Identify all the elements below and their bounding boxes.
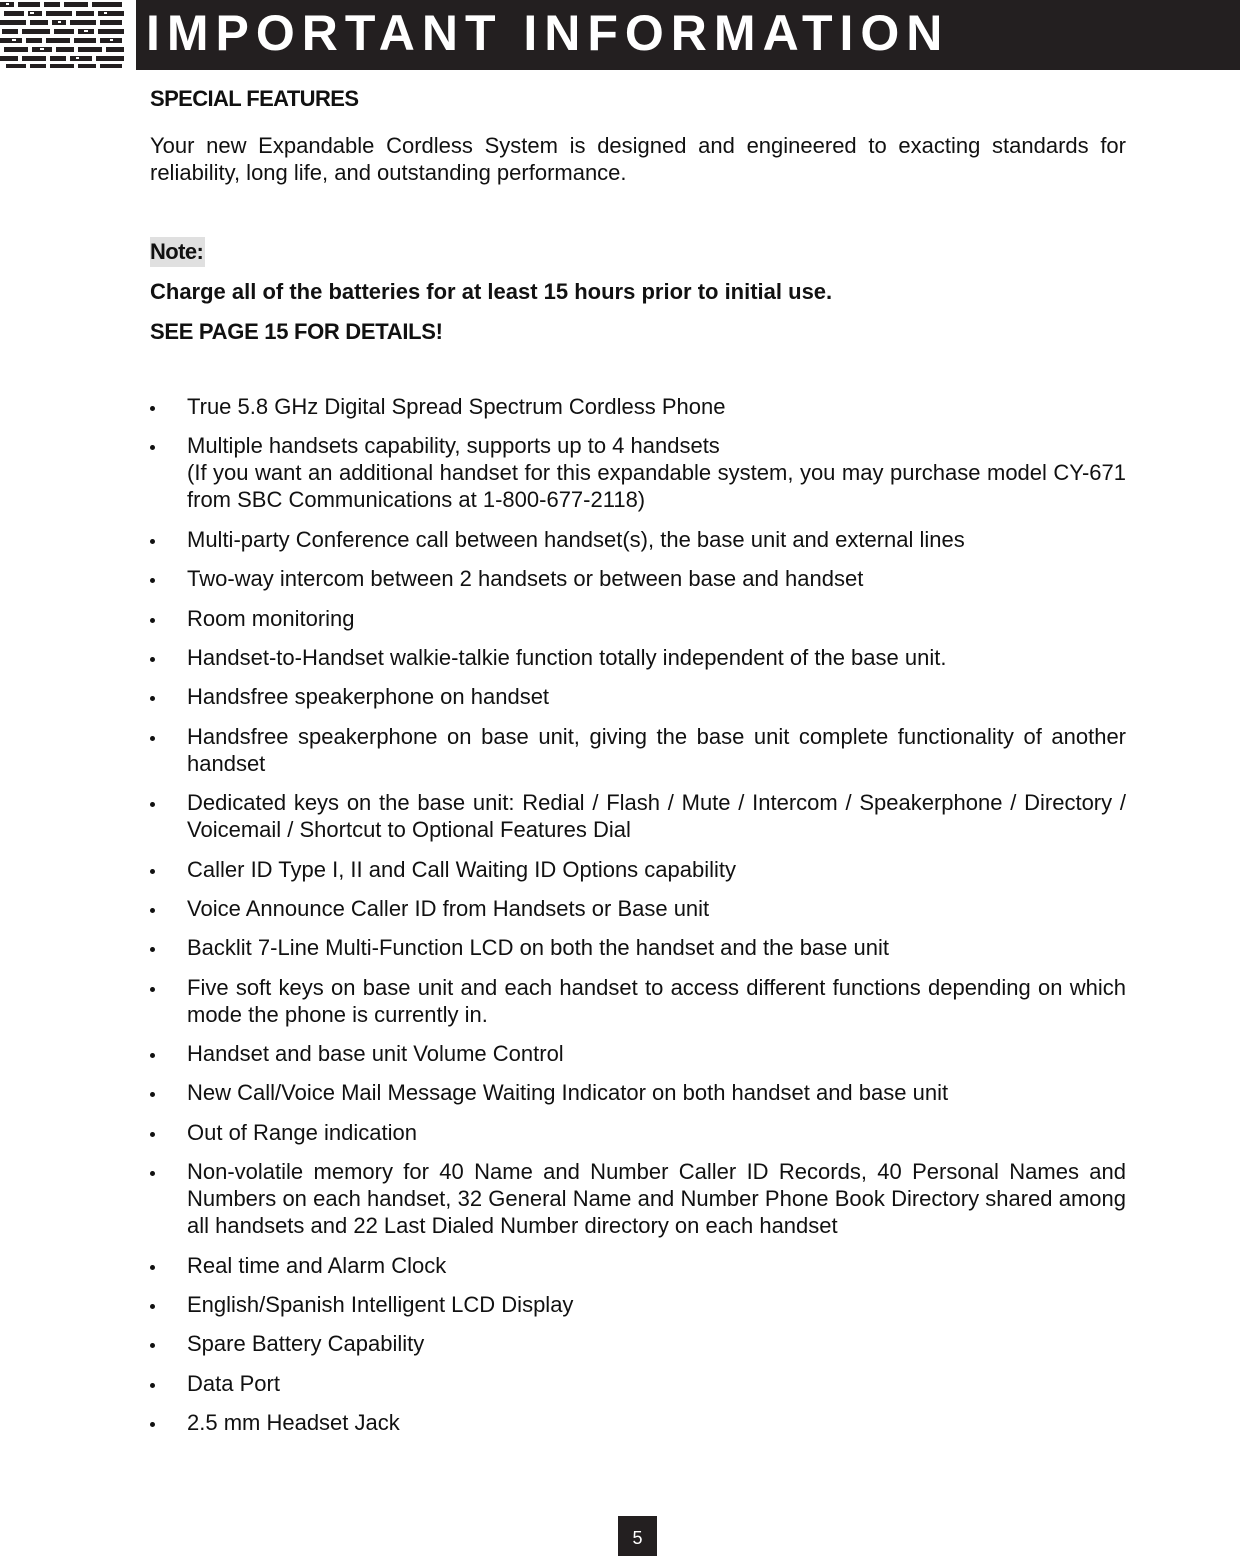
feature-text: Caller ID Type I, II and Call Waiting ID Options capability bbox=[187, 856, 737, 882]
bullet-icon bbox=[150, 947, 155, 952]
bullet-icon bbox=[150, 1304, 155, 1309]
feature-item bbox=[150, 526, 1126, 553]
feature-item bbox=[150, 1040, 1126, 1067]
section-heading: SPECIAL FEATURES bbox=[150, 86, 359, 111]
feature-item bbox=[150, 393, 1126, 420]
bullet-icon bbox=[150, 1383, 155, 1388]
feature-item bbox=[150, 1370, 1126, 1397]
feature-text: Two-way intercom between 2 handsets or between base and handset bbox=[187, 566, 864, 592]
feature-item bbox=[150, 895, 1126, 922]
feature-item bbox=[150, 723, 1126, 777]
bullet-icon bbox=[150, 618, 155, 623]
feature-item bbox=[150, 683, 1126, 710]
feature-text: Voice Announce Caller ID from Handsets or Base unit bbox=[187, 895, 710, 921]
feature-text: True 5.8 GHz Digital Spread Spectrum Cordless Phone bbox=[187, 394, 726, 419]
feature-text: Five soft keys on base unit and each handset to access different functions depending on which mode the phone is currently in. bbox=[187, 974, 1126, 1027]
feature-text: Multi-party Conference call between handset(s), the base unit and external lines bbox=[187, 526, 965, 552]
feature-text: Handset-to-Handset walkie-talkie function totally independent of the base unit. bbox=[187, 644, 947, 670]
brick-pattern-logo-icon bbox=[0, 0, 128, 70]
feature-text: Handsfree speakerphone on base unit, giving the base unit complete functionality of another handset bbox=[187, 723, 1126, 776]
bullet-icon bbox=[150, 802, 155, 807]
feature-item bbox=[150, 1158, 1126, 1239]
feature-text: Out of Range indication bbox=[187, 1119, 417, 1145]
feature-item bbox=[150, 1409, 1126, 1436]
bullet-icon bbox=[150, 696, 155, 701]
feature-text: 2.5 mm Headset Jack bbox=[187, 1410, 400, 1436]
feature-text: Room monitoring bbox=[187, 605, 355, 631]
bullet-icon bbox=[150, 1132, 155, 1137]
feature-item bbox=[150, 605, 1126, 632]
page-number: 5 bbox=[618, 1516, 657, 1556]
bullet-icon bbox=[150, 987, 155, 992]
feature-text: Handsfree speakerphone on handset bbox=[187, 684, 550, 710]
feature-item bbox=[150, 1119, 1126, 1146]
feature-list bbox=[150, 393, 1126, 1436]
feature-item bbox=[150, 1079, 1126, 1106]
bullet-icon bbox=[150, 736, 155, 741]
bullet-icon bbox=[150, 1343, 155, 1348]
bullet-icon bbox=[150, 1171, 155, 1176]
feature-item bbox=[150, 974, 1126, 1028]
feature-item bbox=[150, 432, 1126, 513]
feature-text: New Call/Voice Mail Message Waiting Indicator on both handset and base unit bbox=[187, 1080, 949, 1106]
bullet-icon bbox=[150, 445, 155, 450]
feature-item bbox=[150, 1252, 1126, 1279]
bullet-icon bbox=[150, 869, 155, 874]
header-bar bbox=[136, 0, 1240, 70]
feature-text: Data Port bbox=[187, 1370, 280, 1396]
page-title: IMPORTANT INFORMATION bbox=[146, 5, 950, 61]
bullet-icon bbox=[150, 578, 155, 583]
feature-item bbox=[150, 856, 1126, 883]
feature-item bbox=[150, 1291, 1126, 1318]
note-text: Charge all of the batteries for at least 15 hours prior to initial use. bbox=[150, 279, 833, 304]
feature-text: Non-volatile memory for 40 Name and Number Caller ID Records, 40 Personal Names and Numbers on each handset, 32 General Name and Number Phone Book Directory shared among all handsets and 22 Last Dialed Number directory on each handset bbox=[187, 1159, 1126, 1239]
feature-text: Multiple handsets capability, supports up to 4 handsets bbox=[187, 433, 720, 459]
note-see-details: SEE PAGE 15 FOR DETAILS! bbox=[150, 319, 443, 344]
feature-item bbox=[150, 644, 1126, 671]
bullet-icon bbox=[150, 908, 155, 913]
bullet-icon bbox=[150, 1422, 155, 1427]
feature-text: Backlit 7-Line Multi-Function LCD on both the handset and the base unit bbox=[187, 935, 889, 961]
feature-item bbox=[150, 565, 1126, 592]
note-label: Note: bbox=[150, 237, 205, 267]
feature-text: Dedicated keys on the base unit: Redial / Flash / Mute / Intercom / Speakerphone / Directory / Voicemail / Shortcut to Optional Features Dial bbox=[187, 790, 1126, 843]
brick-pattern-logo-icon-graphic bbox=[0, 0, 128, 70]
bullet-icon bbox=[150, 406, 155, 411]
bullet-icon bbox=[150, 1265, 155, 1270]
feature-item bbox=[150, 789, 1126, 843]
feature-text: Spare Battery Capability bbox=[187, 1331, 425, 1357]
feature-text: Handset and base unit Volume Control bbox=[187, 1041, 564, 1067]
feature-text: English/Spanish Intelligent LCD Display bbox=[187, 1292, 574, 1318]
main-content bbox=[150, 84, 1126, 1449]
bullet-icon bbox=[150, 539, 155, 544]
feature-item bbox=[150, 934, 1126, 961]
feature-text: (If you want an additional handset for this expandable system, you may purchase model CY-671 from SBC Communications at 1-800-677-2118) bbox=[187, 460, 1126, 513]
feature-text: Real time and Alarm Clock bbox=[187, 1252, 447, 1278]
bullet-icon bbox=[150, 1053, 155, 1058]
bullet-icon bbox=[150, 657, 155, 662]
feature-item bbox=[150, 1330, 1126, 1357]
intro-paragraph: Your new Expandable Cordless System is designed and engineered to exacting standards for reliability, long life, and outstanding performance. bbox=[150, 133, 1126, 185]
bullet-icon bbox=[150, 1092, 155, 1097]
